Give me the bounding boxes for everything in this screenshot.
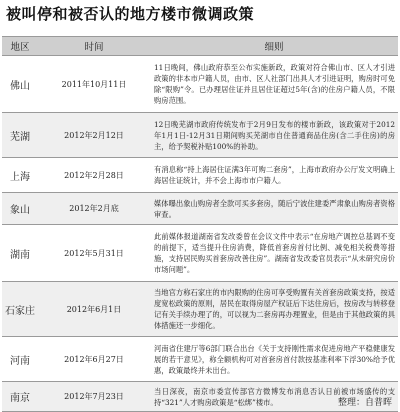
credit-line: 整理：自普晖 (337, 398, 392, 408)
row-region: 芜湖 (2, 113, 38, 158)
row-region: 佛山 (2, 56, 38, 113)
row-time: 2012年7月23日 (38, 382, 150, 412)
header-region: 地区 (2, 37, 38, 56)
row-detail: 河南省住建厅等6部门联合出台《关于支持刚性需求促进房地产平稳健康发展的若干意见》，称全额机构可对首套房首付款按基准利率下浮30%给予优惠，政策最终并未出台。 (150, 337, 398, 382)
row-detail: 当地官方称石家庄的市内限购的住房可享受购置有关首套房政策支持，按适度宽松政策的原则，居民在取得房屋产权证后下达住房后，按房改与转移登记有关手续办理了的，可以视为二套房再办理置业，但是由于其他政策的具体措施还一步细化。 (150, 282, 398, 337)
row-detail: 11日晚间，佛山政府恭至公布实施新政，政策对符合佛山市、区人才引进政策的非本市户籍人员，由市、区人社部门出具人才引进证明，购房时可免除“限购”令。已办理居住证并且居住证超过5年(含)的住房户籍人员，不限购房范围。 (150, 56, 398, 113)
row-region: 河南 (2, 337, 38, 382)
row-region: 上海 (2, 158, 38, 193)
table-header-row (2, 37, 398, 56)
table-row (2, 56, 398, 113)
policy-table (2, 36, 398, 412)
page-title: 被叫停和被否认的地方楼市微调政策 (6, 5, 255, 23)
row-region: 南京 (2, 382, 38, 412)
row-region: 象山 (2, 193, 38, 225)
row-detail: 当日深夜，南京市委宣传部官方微博发布消息否认日前被市场盛传的支持“321”人才购房政策是“松绑”楼市。 (150, 382, 398, 412)
row-time: 2012年5月31日 (38, 225, 150, 282)
row-detail: 媒体曝出象山购房者全款可买多套房，随后宁波住建委严肃象山购房者资格审查。 (150, 193, 398, 225)
table-row (2, 113, 398, 158)
header-time: 时间 (38, 37, 150, 56)
table-row (2, 193, 398, 225)
row-detail: 12日晚芜湖市政府传统发布于2月9日发布的楼市新政，该政策对于2012年1月1日-12月31日期间购买芜湖市自住普通商品住房(含二手住房)的房主，给予契税补贴100%的补助。 (150, 113, 398, 158)
row-time: 2012年2月28日 (38, 158, 150, 193)
row-region: 石家庄 (2, 282, 38, 337)
table-row (2, 282, 398, 337)
row-time: 2012年2月底 (38, 193, 150, 225)
header-detail: 细则 (150, 37, 398, 56)
row-time: 2012年6月1日 (38, 282, 150, 337)
row-detail: 此前媒体报道湖南省发改委曾在会议文件中表示“在房地产调控总基调不变的前提下，适当提升住房消费，降低首套房首付比例、减免相关税费等措施，支持居民购买首套房改善住房”。湖南省发改委官员表示“从未研究房价市场问题”。 (150, 225, 398, 282)
table-row (2, 158, 398, 193)
row-time: 2011年10月11日 (38, 56, 150, 113)
table-row (2, 225, 398, 282)
row-detail: 有消息称“持上海居住证满3年可购二套房”，上海市政府办公厅发文明确上海居住证统计，并不会上海市市户籍人。 (150, 158, 398, 193)
row-region: 湖南 (2, 225, 38, 282)
table-row (2, 337, 398, 382)
row-time: 2012年2月12日 (38, 113, 150, 158)
row-time: 2012年6月27日 (38, 337, 150, 382)
